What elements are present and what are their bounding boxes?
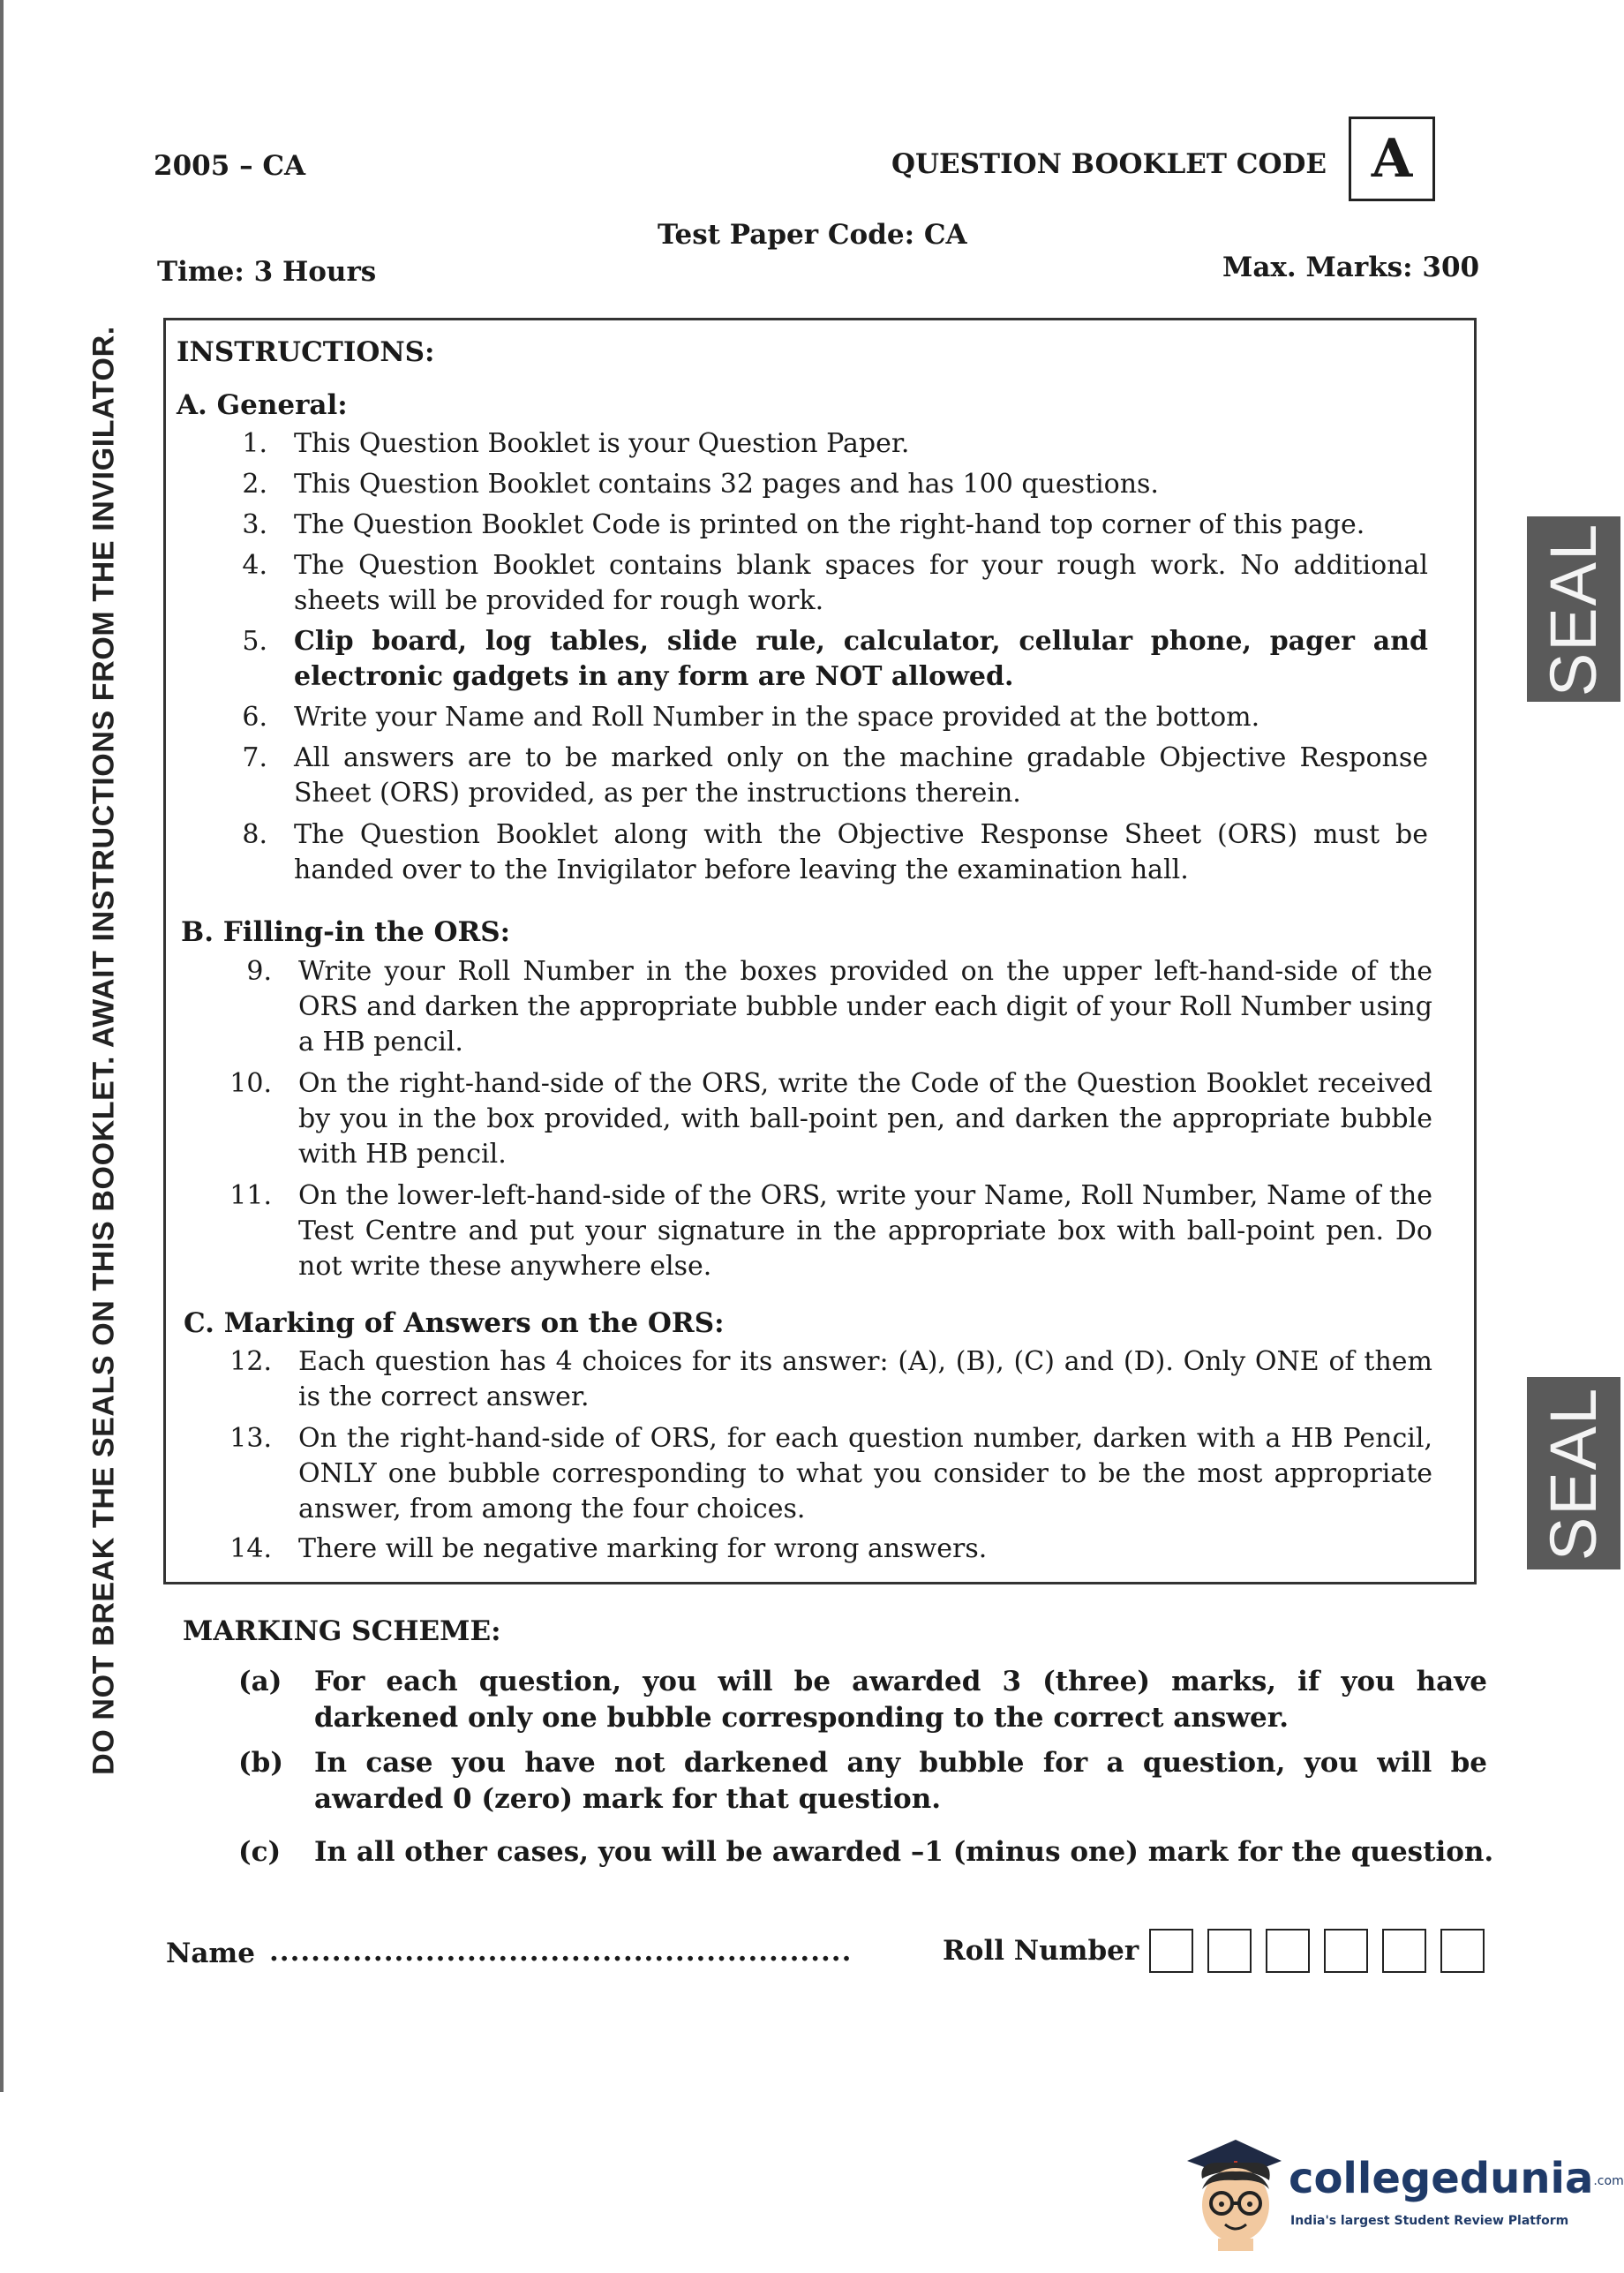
roll-number-box[interactable] (1440, 1929, 1485, 1973)
seal-tab-bottom (1527, 1377, 1620, 1569)
name-label: Name (166, 1938, 255, 1969)
brand-logo-text (1289, 2154, 1624, 2203)
section-marking-heading: C. Marking of Answers on the ORS: (184, 1307, 725, 1339)
brand-name: collegedunia (1289, 2154, 1594, 2203)
seal-tab-top (1527, 516, 1620, 702)
booklet-code-label: QUESTION BOOKLET CODE (891, 148, 1327, 180)
marking-item-a: (a) For each question, you will be awarded 3 (three) marks, if you have darkened only one bubble corresponding to the correct answer. (238, 1666, 1487, 1734)
roll-number-box[interactable] (1207, 1929, 1252, 1973)
instructions-title: INSTRUCTIONS: (177, 336, 435, 368)
roll-number-box[interactable] (1382, 1929, 1426, 1973)
brand-suffix: .com (1593, 2174, 1624, 2188)
max-marks: Max. Marks: 300 (1222, 252, 1480, 283)
mascot-icon (1183, 2127, 1289, 2251)
time-allowed: Time: 3 Hours (157, 256, 377, 288)
roll-number-box[interactable] (1324, 1929, 1368, 1973)
name-field[interactable]: ........................................................ (269, 1936, 853, 1968)
roll-number-label: Roll Number (943, 1935, 1139, 1967)
seal-label: SEAL (1537, 1386, 1611, 1561)
booklet-code: A (1371, 128, 1413, 190)
section-general-heading: A. General: (177, 389, 348, 421)
marking-item-c: (c) In all other cases, you will be awarded –1 (minus one) mark for the question. (238, 1836, 1494, 1868)
roll-number-box[interactable] (1266, 1929, 1310, 1973)
paper-year: 2005 – CA (154, 150, 306, 182)
side-warning-text: DO NOT BREAK THE SEALS ON THIS BOOKLET. AWAIT INSTRUCTIONS FROM THE INVIGILATOR. (86, 326, 121, 1775)
marking-scheme-title: MARKING SCHEME: (183, 1615, 501, 1647)
scan-left-edge (0, 0, 4, 2092)
roll-number-box[interactable] (1149, 1929, 1193, 1973)
booklet-code-box (1349, 117, 1435, 201)
seal-label: SEAL (1537, 522, 1611, 696)
instructions-box: INSTRUCTIONS: A. General: 1. This Question Booklet is your Question Paper. 2. This Question Booklet contains 32 pages and has 100 questions. 3. The Question Booklet Code is printed on the right-hand top corner of this page. 4. The Question Booklet contains blank spaces for your rough work. No additional sheets will be provided for rough work. 5. Clip board, log tables, slide rule, calculator, cellular phone, pager and electronic gadgets in any form are NOT allowed. 6. Write your Name and Roll Number in the space provided at the bottom. 7. All answers are to be marked only on the machine gradable Objective Response Sheet (ORS) provided, as per the instructions therein. 8. The Question Booklet along with the Objective Response Sheet (ORS) must be handed over to the Invigilator before leaving the examination hall. B. Filling-in the ORS: 9. Write your Roll Number in the boxes provided on the upper left-hand-side of the ORS and darken the appropriate bubble under each digit of your Roll Number using a HB pencil. 10. On the right-hand-side of the ORS, write the Code of the Question Booklet received by you in the box provided, with ball-point pen, and darken the appropriate bubble with HB pencil. 11. On the lower-left-hand-side of the ORS, write your Name, Roll Number, Name of the Test Centre and put your signature in the appropriate box with ball-point pen. Do not write these anywhere else. C. Marking of Answers on the ORS: 12. Each question has 4 choices for its answer: (A), (B), (C) and (D). Only ONE of them is the correct answer. 13. On the right-hand-side of ORS, for each question number, darken with a HB Pencil, ONLY one bubble corresponding to what you consider to be the most appropriate answer, from among the four choices. 14. There will be negative marking for wrong answers. (163, 318, 1477, 1584)
test-paper-code: Test Paper Code: CA (658, 219, 967, 251)
brand-tagline: India's largest Student Review Platform (1290, 2214, 1569, 2228)
section-ors-heading: B. Filling-in the ORS: (181, 916, 511, 948)
marking-item-b: (b) In case you have not darkened any bubble for a question, you will be awarded 0 (zero) mark for that question. (238, 1747, 1487, 1815)
